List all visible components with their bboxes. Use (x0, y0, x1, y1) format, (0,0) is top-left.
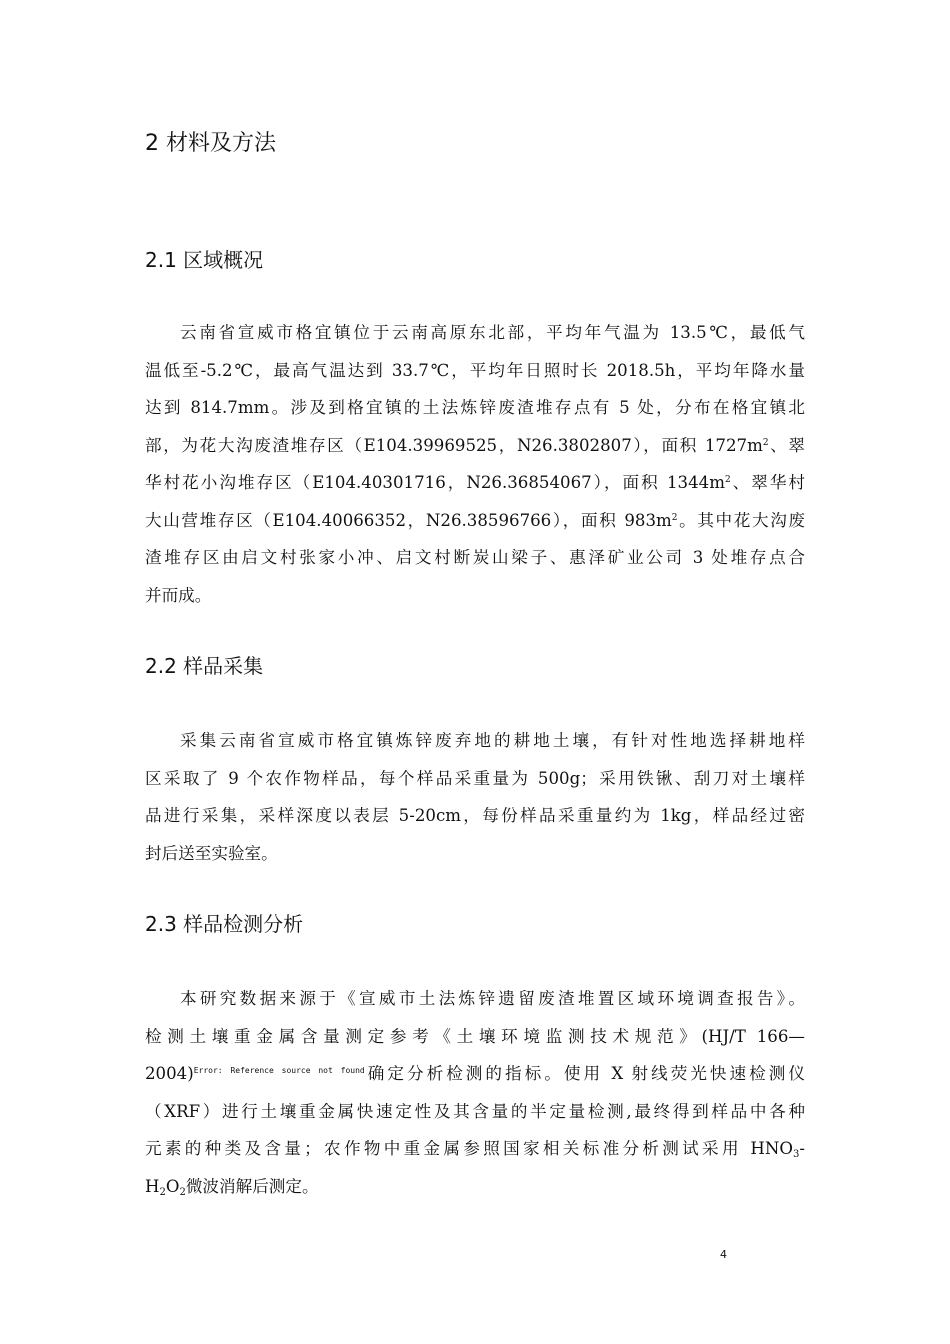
text-line (145, 1168, 805, 1206)
text-line: 并而成。 (145, 585, 212, 605)
text-fragment: 部，为花大沟废渣堆存区（E104.39969525，N26.3802807），面积 1727m (145, 435, 763, 455)
text-fragment: 2004) (145, 1064, 194, 1083)
text-line: 达到 814.7mm。涉及到格宜镇的土法炼锌废渣堆存点有 5 处，分布在格宜镇北 (145, 398, 805, 417)
page-number: 4 (720, 1248, 727, 1261)
text-line: （XRF）进行土壤重金属快速定性及其含量的半定量检测,最终得到样品中各种 (145, 1101, 805, 1121)
superscript: 2 (762, 437, 769, 448)
paragraph-region-overview (145, 314, 805, 614)
text-line: 云南省宣威市格宜镇位于云南高原东北部，平均年气温为 13.5℃，最低气 (180, 323, 805, 342)
subsection-heading-2-3: 2.3 样品检测分析 (145, 912, 304, 936)
subscript: 2 (179, 1186, 186, 1198)
text-line: 本研究数据来源于《宣威市土法炼锌遗留废渣堆置区域环境调查报告》。 (180, 989, 805, 1008)
subsection-heading-2-1: 2.1 区域概况 (145, 248, 264, 272)
text-fragment: - (799, 1139, 805, 1158)
subscript: 2 (159, 1186, 166, 1198)
text-fragment: 、翠 (768, 435, 805, 455)
paragraph-sample-analysis (145, 980, 805, 1205)
text-line (145, 1130, 805, 1168)
subsection-heading-2-2: 2.2 样品采集 (145, 654, 264, 678)
text-fragment: 。其中花大沟废 (677, 510, 806, 530)
paragraph-sample-collection (145, 722, 805, 872)
superscript: 2 (671, 512, 678, 523)
text-line (145, 464, 805, 502)
text-fragment: O (165, 1176, 180, 1196)
text-line (145, 1055, 805, 1093)
section-title: 2 材料及方法 (145, 131, 276, 156)
text-fragment: H (145, 1176, 160, 1196)
subscript: 3 (793, 1149, 800, 1160)
text-line: 区采取了 9 个农作物样品，每个样品采重量为 500g；采用铁锹、刮刀对土壤样 (145, 768, 805, 788)
reference-error: Error: Reference source not found (193, 1066, 365, 1075)
text-line (145, 502, 805, 540)
text-line: 封后送至实验室。 (145, 843, 278, 863)
text-fragment: 元素的种类及含量；农作物中重金属参照国家相关标准分析测试采用 HNO (145, 1139, 794, 1158)
text-line: 品进行采集，采样深度以表层 5-20cm，每份样品采重量约为 1kg，样品经过密 (145, 806, 805, 825)
text-fragment: 大山营堆存区（E104.40066352，N26.38596766），面积 983m (145, 510, 672, 530)
text-line: 检测土壤重金属含量测定参考《土壤环境监测技术规范》(HJ/T 166— (145, 1026, 805, 1046)
text-line (145, 427, 805, 465)
text-fragment: 华村花小沟堆存区（E104.40301716，N26.36854067），面积 1344m (145, 473, 725, 492)
text-line: 采集云南省宣威市格宜镇炼锌废弃地的耕地土壤，有针对性地选择耕地样 (180, 731, 805, 750)
text-line: 渣堆存区由启文村张家小冲、启文村断炭山梁子、惠泽矿业公司 3 处堆存点合 (145, 548, 805, 567)
text-fragment: 、翠华村 (730, 473, 805, 492)
text-fragment: 确定分析检测的指标。使用 X 射线荧光快速检测仪 (364, 1064, 805, 1083)
text-line: 温低至-5.2℃，最高气温达到 33.7℃，平均年日照时长 2018.5h，平均年降水量 (145, 360, 805, 380)
superscript: 2 (724, 475, 731, 485)
text-fragment: 微波消解后测定。 (185, 1176, 319, 1196)
